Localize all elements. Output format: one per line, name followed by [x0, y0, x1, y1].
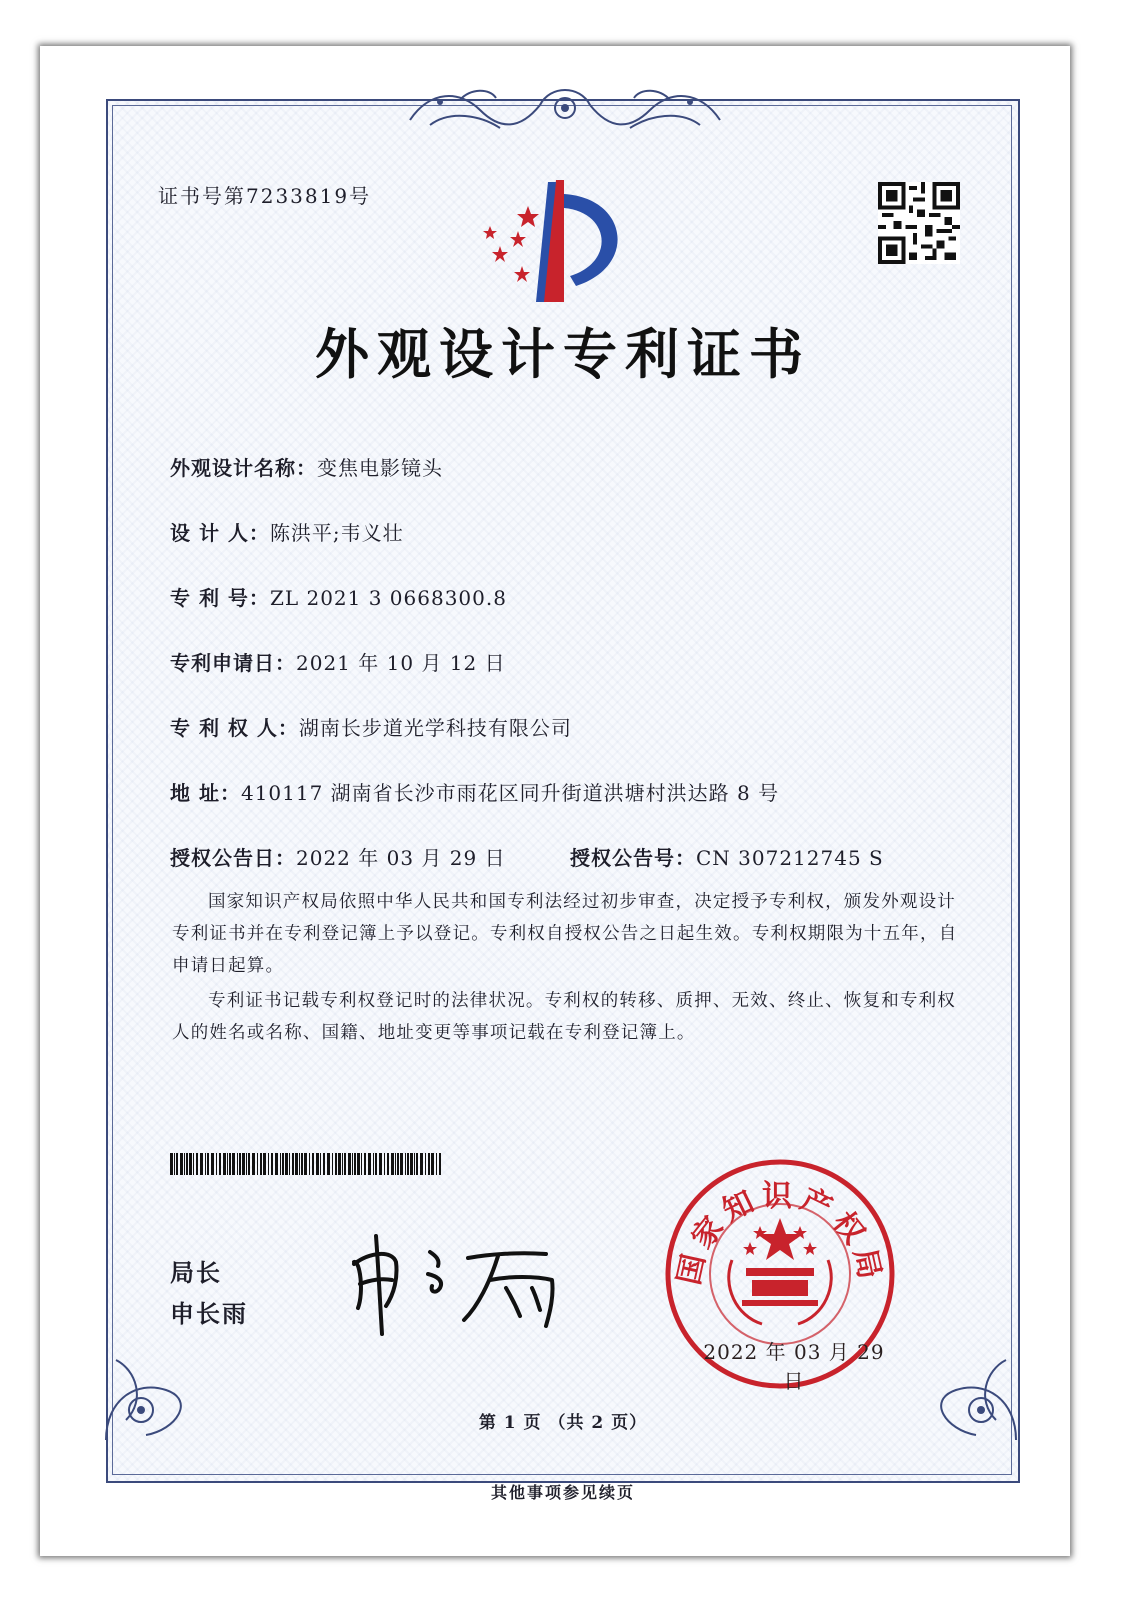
designer-label: 设 计 人： — [170, 521, 270, 545]
application-date-field — [170, 647, 506, 676]
barcode-bar — [416, 1153, 418, 1175]
barcode-bar — [219, 1153, 221, 1175]
barcode-bar — [368, 1153, 371, 1175]
barcode-bar — [260, 1153, 262, 1175]
document-title: 外观设计专利证书 — [315, 322, 811, 386]
publication-date-field — [170, 842, 506, 871]
barcode-bar — [304, 1153, 307, 1175]
barcode-bar — [289, 1153, 290, 1175]
barcode-bar — [271, 1153, 273, 1175]
patent-holder-value: 湖南长步道光学科技有限公司 — [298, 716, 572, 740]
patent-number-label: 专 利 号： — [170, 586, 270, 610]
barcode-bar — [186, 1153, 188, 1175]
barcode-bar — [439, 1153, 441, 1175]
barcode-bar — [280, 1153, 281, 1175]
barcode-bar — [320, 1153, 321, 1175]
barcode-bar — [338, 1153, 341, 1175]
barcode-bar — [239, 1153, 241, 1175]
barcode-bar — [207, 1153, 209, 1175]
barcode-bar — [400, 1153, 403, 1175]
barcode-bar — [428, 1153, 430, 1175]
barcode-bar — [395, 1153, 396, 1175]
barcode-bar — [332, 1153, 333, 1175]
footer-note: 其他事项参见续页 — [490, 1483, 635, 1502]
barcode-bar — [410, 1153, 413, 1175]
barcode-bar — [216, 1153, 217, 1175]
barcode-bar — [425, 1153, 426, 1175]
barcode-bar — [384, 1153, 385, 1175]
barcode-bar — [232, 1153, 235, 1175]
barcode-bar — [342, 1153, 343, 1175]
barcode-bar — [344, 1153, 346, 1175]
qr-code-icon — [878, 182, 960, 264]
barcode-bar — [205, 1153, 206, 1175]
certificate-number: 证书号第7233819号 — [158, 184, 372, 208]
publication-number-value: CN 307212745 S — [696, 846, 884, 870]
patent-number-value: ZL 2021 3 0668300.8 — [269, 586, 507, 610]
barcode-bar — [379, 1153, 382, 1175]
barcode-bar — [431, 1153, 434, 1175]
barcode-bar — [387, 1153, 389, 1175]
ornament-icon — [936, 1340, 1026, 1450]
seal-text: 国家知识产权局 — [671, 1179, 889, 1289]
barcode-bar — [242, 1153, 245, 1175]
barcode-bar — [335, 1153, 337, 1175]
barcode-bar — [352, 1153, 353, 1175]
director-name: 申长雨 — [170, 1299, 248, 1328]
publication-date-value: 2022 年 03 月 29 日 — [296, 846, 506, 870]
barcode-bar — [323, 1153, 325, 1175]
barcode-bar — [227, 1153, 228, 1175]
barcode-bar — [196, 1153, 198, 1175]
address-field — [170, 777, 779, 806]
barcode-bar — [327, 1153, 330, 1175]
barcode-bar — [348, 1153, 351, 1175]
barcode-bar — [354, 1153, 356, 1175]
barcode-bar — [295, 1153, 298, 1175]
publication-number-field — [570, 842, 884, 871]
patent-holder-field — [170, 712, 572, 741]
body-paragraph: 专利证书记载专利权登记时的法律状况。专利权的转移、质押、无效、终止、恢复和专利权人的姓名或名称、国籍、地址变更等事项记载在专利登记簿上。 — [172, 991, 956, 1043]
barcode-bar — [361, 1153, 362, 1175]
barcode-bar — [180, 1153, 183, 1175]
design-name-field — [170, 452, 443, 481]
publication-date-label: 授权公告日： — [170, 846, 296, 870]
barcode-bar — [176, 1153, 178, 1175]
barcode-bar — [174, 1153, 175, 1175]
barcode-bar — [375, 1153, 377, 1175]
address-value: 410117 湖南省长沙市雨花区同升街道洪塘村洪达路 8 号 — [240, 781, 780, 805]
application-date-value: 2021 年 10 月 12 日 — [296, 651, 506, 675]
barcode-bar — [246, 1153, 247, 1175]
page-number: 第 1 页 （共 2 页） — [478, 1413, 648, 1433]
barcode-bar — [309, 1153, 310, 1175]
barcode-bar — [170, 1153, 173, 1175]
director-title: 局长 — [170, 1258, 222, 1287]
barcode-bar — [357, 1153, 360, 1175]
barcode-bar — [292, 1153, 294, 1175]
barcode-icon — [170, 1153, 444, 1175]
barcode-bar — [229, 1153, 231, 1175]
designer-value: 陈洪平;韦义壮 — [269, 521, 404, 545]
ornament-icon — [400, 80, 730, 136]
barcode-bar — [391, 1153, 394, 1175]
barcode-bar — [248, 1153, 250, 1175]
barcode-bar — [414, 1153, 415, 1175]
barcode-bar — [268, 1153, 269, 1175]
barcode-bar — [364, 1153, 366, 1175]
barcode-bar — [316, 1153, 319, 1175]
barcode-bar — [223, 1153, 226, 1175]
barcode-bar — [301, 1153, 303, 1175]
barcode-bar — [436, 1153, 437, 1175]
barcode-bar — [373, 1153, 374, 1175]
patent-holder-label: 专 利 权 人： — [170, 716, 299, 740]
barcode-bar — [193, 1153, 194, 1175]
barcode-bar — [184, 1153, 185, 1175]
publication-number-label: 授权公告号： — [570, 846, 696, 870]
barcode-bar — [285, 1153, 288, 1175]
barcode-bar — [237, 1153, 238, 1175]
barcode-bar — [282, 1153, 284, 1175]
patent-number-field — [170, 582, 507, 611]
barcode-bar — [299, 1153, 300, 1175]
ornament-icon — [96, 1340, 186, 1450]
application-date-label: 专利申请日： — [170, 651, 296, 675]
barcode-bar — [200, 1153, 203, 1175]
barcode-bar — [189, 1153, 192, 1175]
barcode-bar — [312, 1153, 314, 1175]
design-name-value: 变焦电影镜头 — [317, 456, 443, 480]
handwritten-signature — [340, 1222, 580, 1342]
barcode-bar — [405, 1153, 406, 1175]
design-name-label: 外观设计名称： — [170, 456, 317, 480]
seal-date: 2022 年 03 月 29 日 — [703, 1340, 885, 1393]
barcode-bar — [275, 1153, 278, 1175]
barcode-bar — [252, 1153, 255, 1175]
barcode-bar — [257, 1153, 258, 1175]
designer-field — [170, 517, 404, 546]
patent-office-logo-icon — [478, 176, 638, 306]
barcode-bar — [407, 1153, 409, 1175]
barcode-bar — [263, 1153, 266, 1175]
body-paragraph: 国家知识产权局依照中华人民共和国专利法经过初步审查，决定授予专利权，颁发外观设计专利证书并在专利登记簿上予以登记。专利权自授权公告之日起生效。专利权期限为十五年，自申请日起算。 — [172, 892, 958, 976]
barcode-bar — [420, 1153, 423, 1175]
barcode-bar — [397, 1153, 399, 1175]
address-label: 地 址： — [170, 781, 241, 805]
barcode-bar — [211, 1153, 214, 1175]
